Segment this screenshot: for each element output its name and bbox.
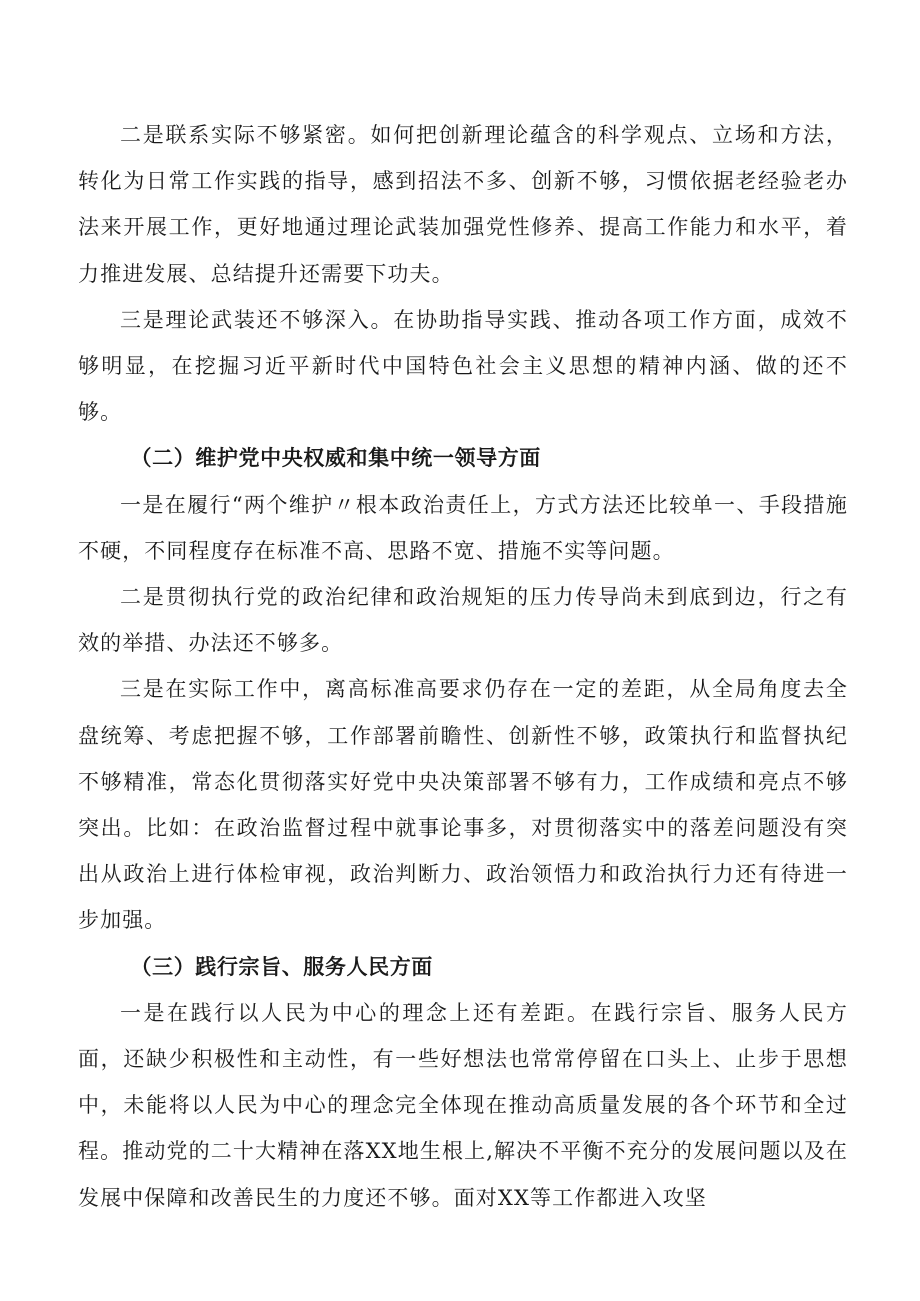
paragraph-two-safeguards: 一是在履行“两个维护〃根本政治责任上，方式方法还比较单一、手段措施不硬，不同程度存在标准不高、思路不宽、措施不实等问题。 [78,492,848,563]
paragraph-theory-practice: 二是联系实际不够紧密。如何把创新理论蕴含的科学观点、立场和方法，转化为日常工作实践的指导，感到招法不多、创新不够，习惯依据老经验老办法来开展工作，更好地通过理论武装加强党性修养、提高工作能力和水平，着力推进发展、总结提升还需要下功夫。 [78,123,848,286]
section-heading-2: （二）维护党中央权威和集中统一领导方面 [130,446,541,471]
paragraph-theory-armament: 三是理论武装还不够深入。在协助指导实践、推动各项工作方面，成效不够明显，在挖掘习近平新时代中国特色社会主义思想的精神内涵、做的还不够。 [78,307,848,425]
paragraph-actual-work: 三是在实际工作中，离高标准高要求仍存在一定的差距，从全局角度去全盘统筹、考虑把握不够，工作部署前瞻性、创新性不够，政策执行和监督执纪不够精准，常态化贯彻落实好党中央决策部署不够有力，工作成绩和亮点不够突出。比如：在政治监督过程中就事论事多，对贯彻落实中的落差问题没有突出从政治上进行体检审视，政治判断力、政治领悟力和政治执行力还有待进一步加强。 [78,677,848,933]
paragraph-serve-people: 一是在践行以人民为中心的理念上还有差距。在践行宗旨、服务人民方面，还缺少积极性和主动性，有一些好想法也常常停留在口头上、止步于思想中，未能将以人民为中心的理念完全体现在推动高质量发展的各个环节和全过程。推动党的二十大精神在落XX地生根上,解决不平衡不充分的发展问题以及在发展中保障和改善民生的力度还不够。面对XX等工作都进入攻坚 [78,1000,848,1210]
document-body [78,112,848,1221]
paragraph-political-discipline: 二是贯彻执行党的政治纪律和政治规矩的压力传导尚未到底到边，行之有效的举措、办法还不够多。 [78,585,848,656]
section-heading-3: （三）践行宗旨、服务人民方面 [130,954,433,979]
